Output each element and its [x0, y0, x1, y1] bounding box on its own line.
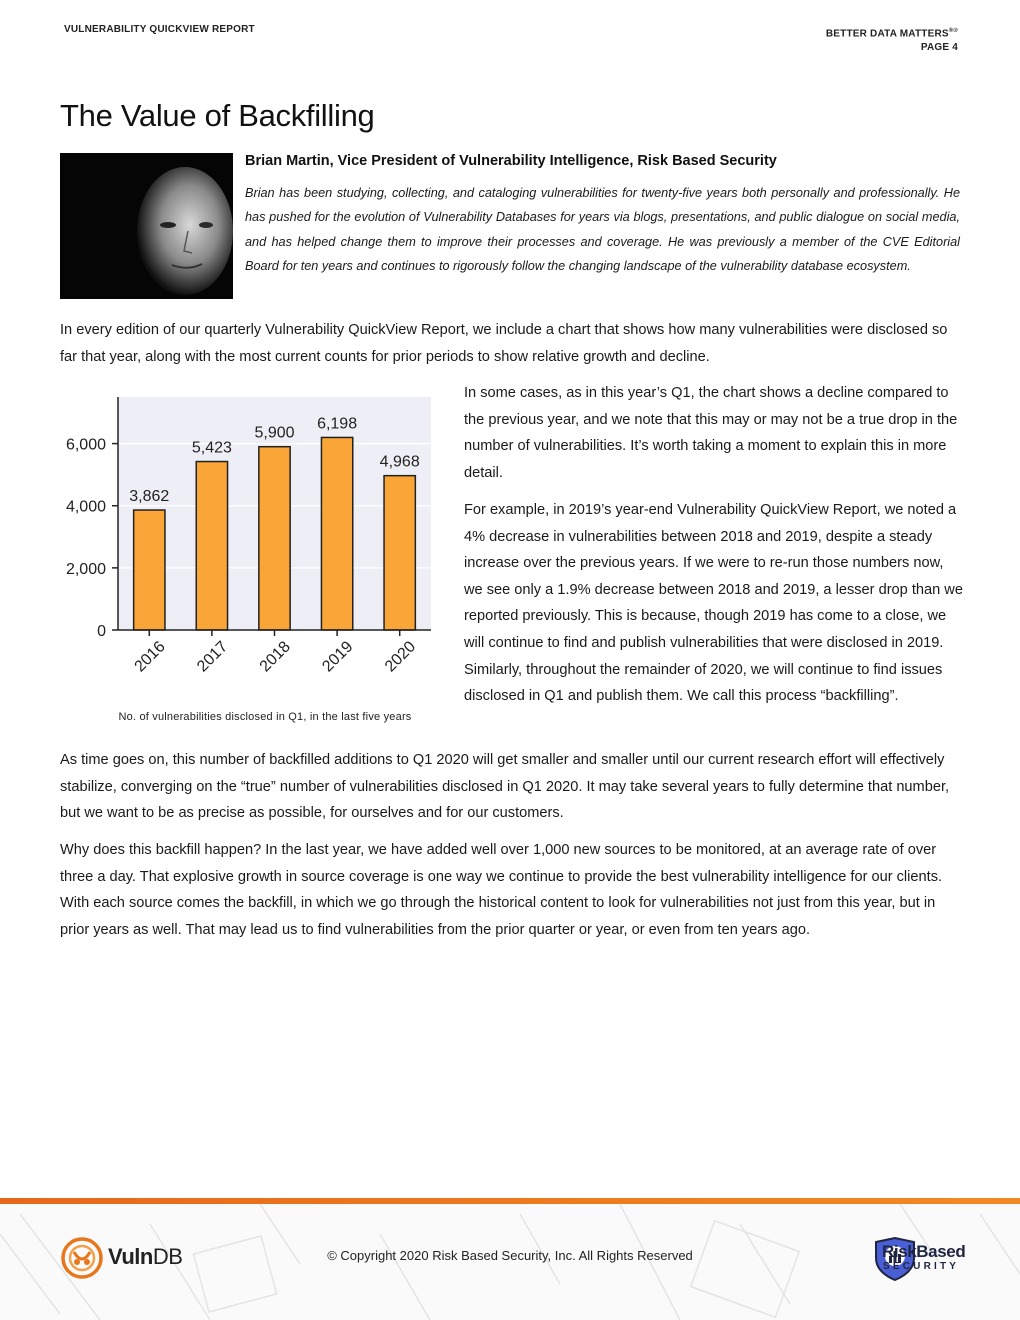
bar-2016	[134, 510, 165, 630]
example-paragraph: For example, in 2019’s year-end Vulnerability QuickView Report, we noted a 4% decrease in vulnerabilities between 2018 and 2019, despite a steady increase over the previous years. If we were to re-run those numbers now, we see only a 1.9% decrease between 2018 and 2019, a lesser drop than we reported previously. This is because, though 2019 has come to a close, we will continue to find and publish vulnerabilities that were disclosed in 2019. Similarly, throughout the remainder of 2020, we will continue to find issues disclosed in Q1 and publish them. We call this process “backfilling”.	[464, 502, 963, 705]
backfill-paragraph: As time goes on, this number of backfilled additions to Q1 2020 will get smaller and smaller until our current research effort will effectively stabilize, converging on the “true” number of vulnerabilities disclosed in Q1 2020. It may take several years to fully determine that number, but we want to be as precise as possible, for ourselves and for our customers.	[60, 752, 950, 822]
data-label-2016: 3,862	[129, 488, 170, 506]
vulndb-db: DB	[152, 1244, 183, 1269]
rbs-logo-subtext: SECURITY	[883, 1261, 960, 1272]
copyright-notice: © Copyright 2020 Risk Based Security, Inc. All Rights Reserved	[327, 1248, 693, 1263]
y-tick-label: 4,000	[65, 498, 106, 516]
y-tick-label: 6,000	[65, 436, 106, 454]
author-name: Brian Martin, Vice President of Vulnerability Intelligence, Risk Based Security	[245, 153, 777, 169]
decline-paragraph: In some cases, as in this year’s Q1, the chart shows a decline compared to the previous year, and we note that this may or may not be a true drop in the number of vulnerabilities. It’s worth taking a moment to explain this in more detail.	[464, 385, 958, 481]
vulndb-vuln: Vuln	[108, 1244, 153, 1269]
data-label-2019: 6,198	[317, 415, 358, 433]
data-label-2018: 5,900	[254, 424, 295, 442]
report-header-right	[826, 24, 958, 55]
data-label-2017: 5,423	[191, 439, 232, 457]
x-tick-label-2017: 2017	[194, 638, 232, 676]
intro-paragraph: In every edition of our quarterly Vulnerability QuickView Report, we include a chart that shows how many vulnerabilities were disclosed so far that year, along with the most current counts for prior periods to show relative growth and decline.	[60, 322, 948, 365]
bar-2019	[321, 437, 352, 630]
author-bio: Brian has been studying, collecting, and cataloging vulnerabilities for twenty-five years both personally and professionally. He has pushed for the evolution of Vulnerability Databases for years via blogs, presentations, and public dialogue on social media, and has helped change them to improve their processes and coverage. He was previously a member of the CVE Editorial Board for ten years and continues to rigorously follow the changing landscape of the vulnerability database ecosystem.	[245, 186, 960, 273]
y-tick-label: 0	[97, 623, 106, 640]
bar-2018	[259, 447, 290, 630]
x-tick-label-2016: 2016	[131, 638, 169, 676]
tagline: BETTER DATA MATTERS	[825, 28, 949, 40]
page-number: PAGE 4	[920, 42, 958, 54]
bar-2017	[196, 462, 227, 630]
author-photo	[60, 153, 233, 299]
data-label-2020: 4,968	[379, 453, 420, 471]
why-backfill-paragraph: Why does this backfill happen? In the last year, we have added well over 1,000 new sources to be monitored, at an average rate of over three a day. That explosive growth in source coverage is one way we continue to provide the best vulnerability intelligence for our clients. With each source comes the backfill, in which we go through the historical content to look for vulnerabilities not just from this year, but in prior years as well. That may lead us to find vulnerabilities from the prior quarter or year, or even from ten years ago.	[60, 842, 943, 938]
report-header-title: VULNERABILITY QUICKVIEW REPORT	[64, 24, 255, 35]
trademark-mark: ®℗	[948, 28, 958, 34]
vulnerabilities-bar-chart	[50, 380, 450, 705]
bar-2020	[384, 476, 415, 630]
chart-caption: No. of vulnerabilities disclosed in Q1, in the last five years	[118, 711, 412, 723]
page-title: The Value of Backfilling	[60, 98, 375, 133]
x-tick-label-2019: 2019	[319, 638, 357, 676]
x-tick-label-2018: 2018	[256, 638, 294, 676]
x-tick-label-2020: 2020	[381, 638, 420, 676]
rbs-logo-text: RiskBased	[882, 1242, 966, 1261]
y-tick-label: 2,000	[65, 560, 106, 578]
